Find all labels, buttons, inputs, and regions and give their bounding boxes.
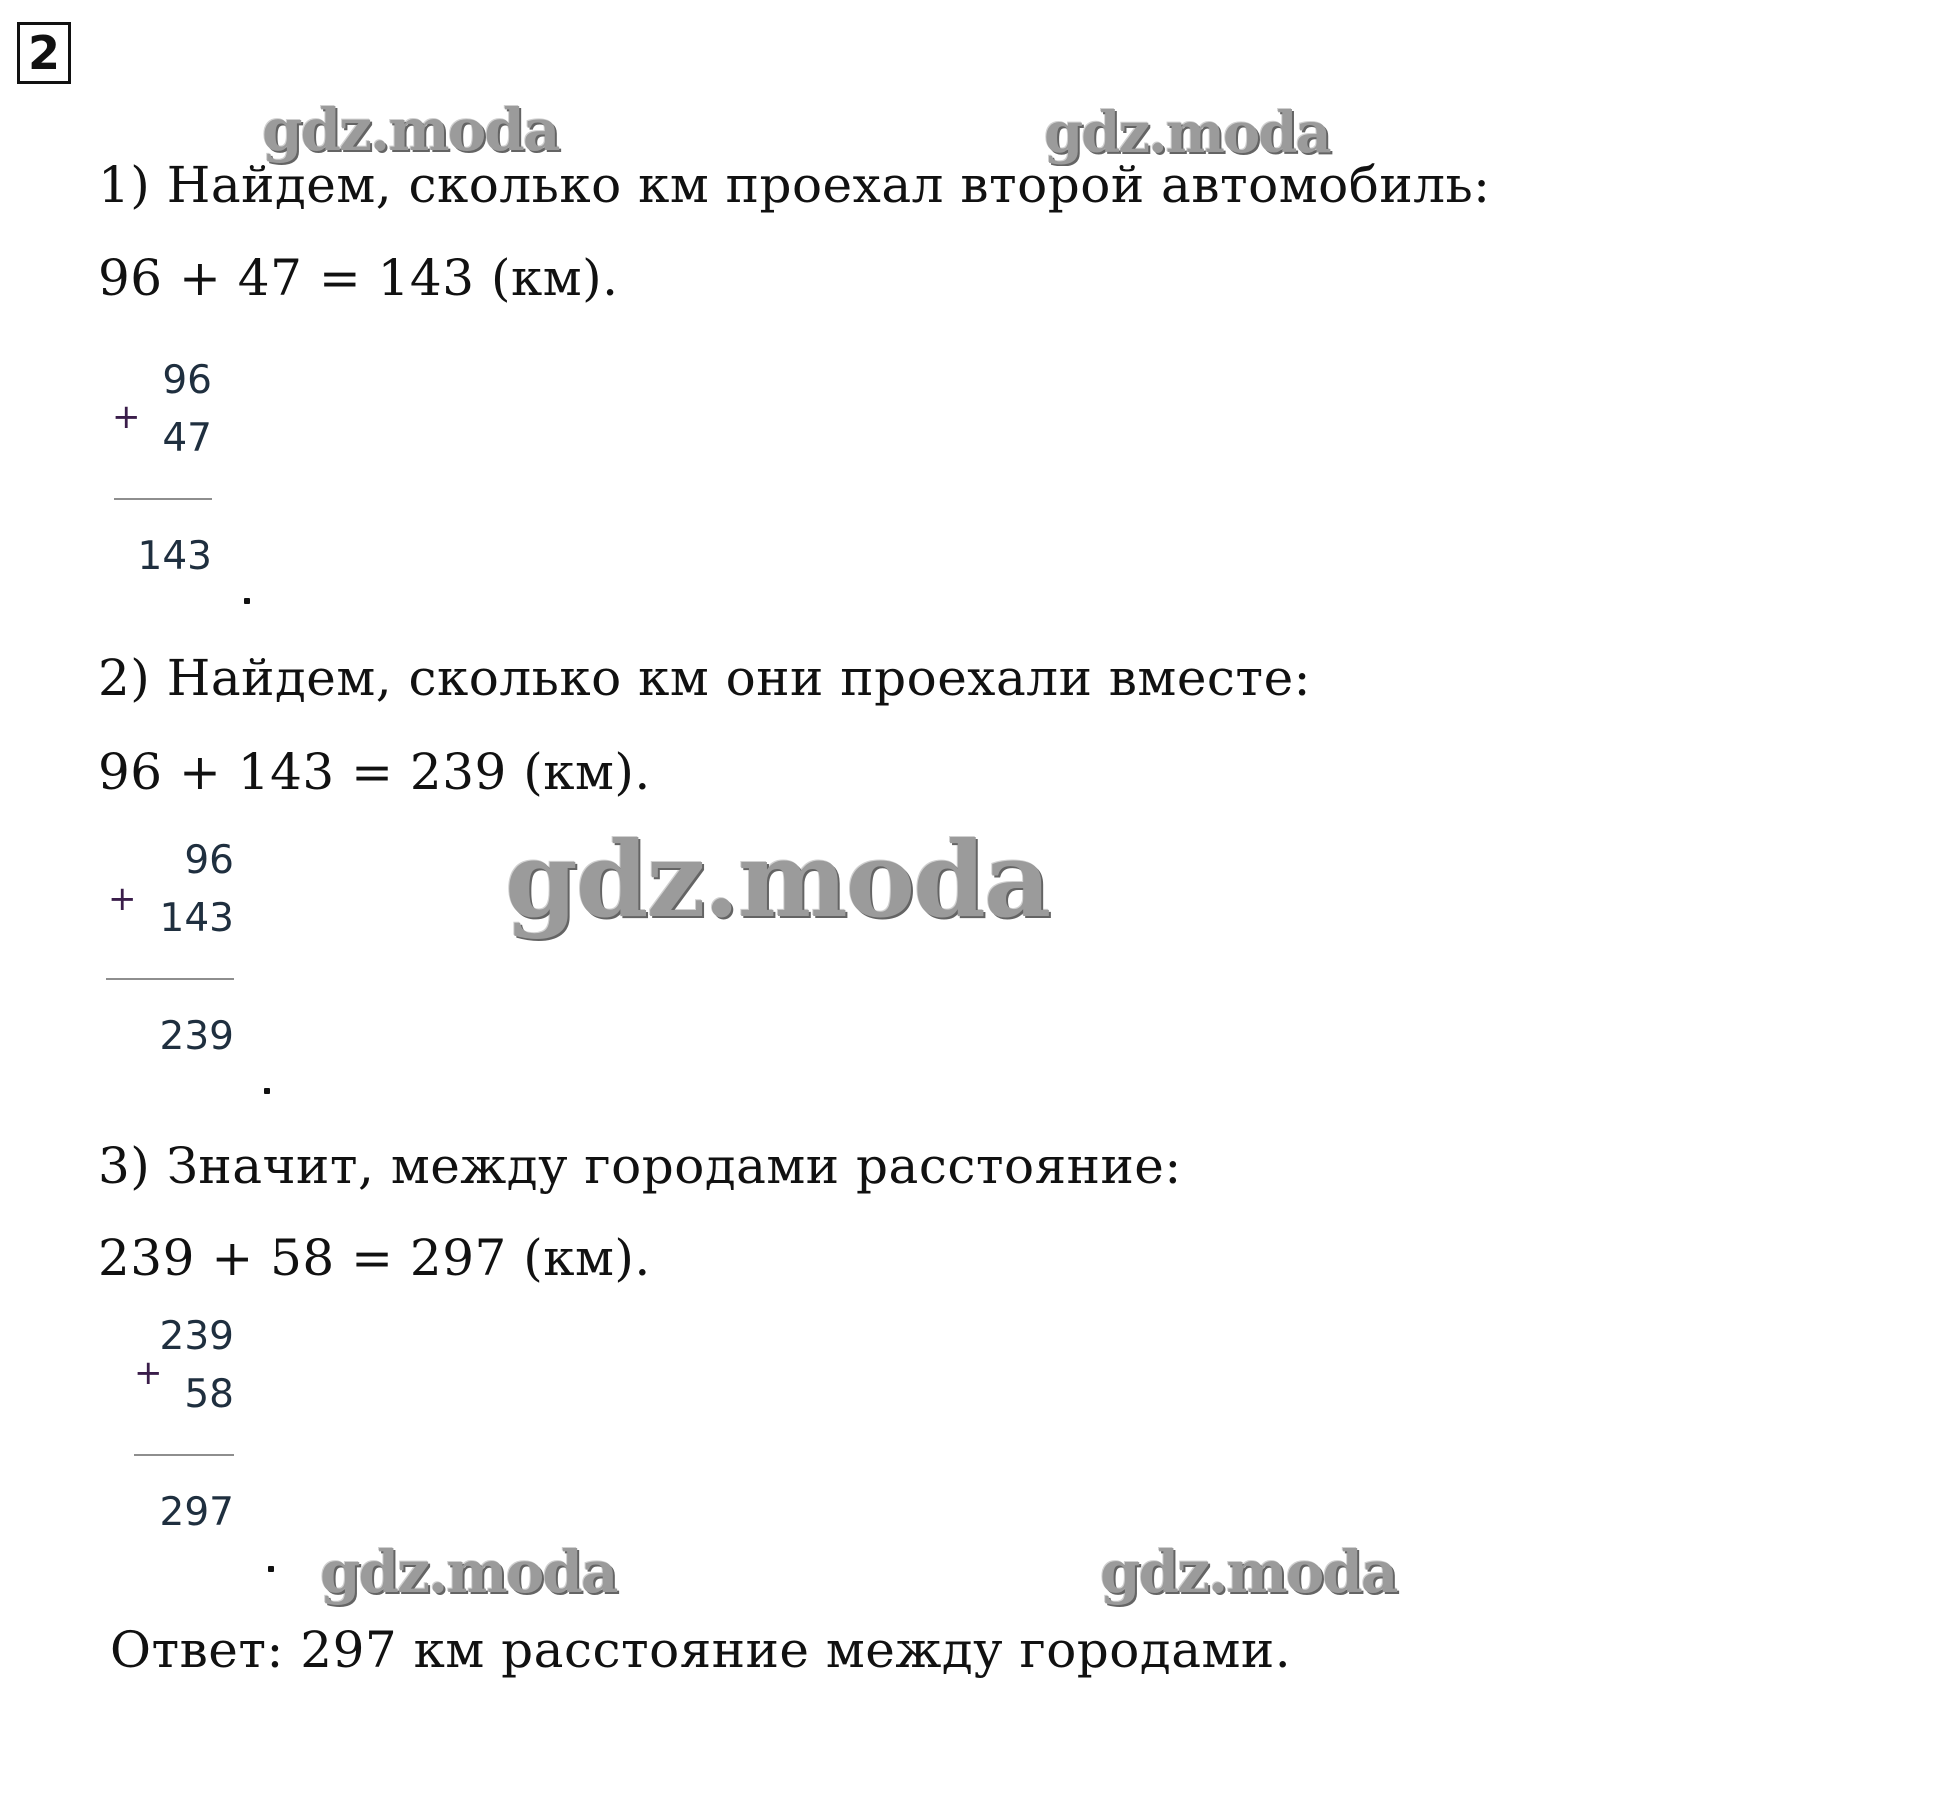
addend-top: 96 <box>184 838 234 883</box>
watermark-top-right: gdz.moda <box>1044 100 1330 166</box>
step-2-column-addition <box>106 838 234 1068</box>
step-2-equation: 96 + 143 = 239 (км). <box>98 743 651 801</box>
addend-top: 239 <box>159 1314 234 1359</box>
sum-result: 297 <box>159 1490 234 1535</box>
watermark-center: gdz.moda <box>505 818 1050 941</box>
watermark-top-left: gdz.moda <box>262 96 559 164</box>
sum-result: 143 <box>137 534 212 579</box>
task-number-badge: 2 <box>17 22 71 84</box>
addend-bottom: 58 <box>184 1372 234 1417</box>
sum-result: 239 <box>159 1014 234 1059</box>
period-mark <box>244 598 250 604</box>
answer-text: Ответ: 297 км расстояние между городами. <box>110 1621 1292 1679</box>
period-mark <box>268 1566 274 1572</box>
sum-rule <box>114 498 212 500</box>
step-3-equation: 239 + 58 = 297 (км). <box>98 1229 651 1287</box>
plus-sign: + <box>108 879 137 919</box>
plus-sign: + <box>134 1353 163 1393</box>
sum-rule <box>134 1454 234 1456</box>
step-1-text: 1) Найдем, сколько км проехал второй автомобиль: <box>98 156 1491 214</box>
addend-bottom: 47 <box>162 416 212 461</box>
period-mark <box>264 1088 270 1094</box>
step-3-column-addition <box>130 1314 234 1544</box>
addend-bottom: 143 <box>159 896 234 941</box>
step-1-column-addition <box>108 358 212 588</box>
sum-rule <box>106 978 234 980</box>
watermark-bottom-right: gdz.moda <box>1100 1538 1397 1606</box>
step-3-text: 3) Значит, между городами расстояние: <box>98 1137 1182 1195</box>
step-2-text: 2) Найдем, сколько км они проехали вместе: <box>98 649 1312 707</box>
step-1-equation: 96 + 47 = 143 (км). <box>98 249 619 307</box>
watermark-bottom-left: gdz.moda <box>320 1538 617 1606</box>
plus-sign: + <box>112 397 141 437</box>
addend-top: 96 <box>162 358 212 403</box>
